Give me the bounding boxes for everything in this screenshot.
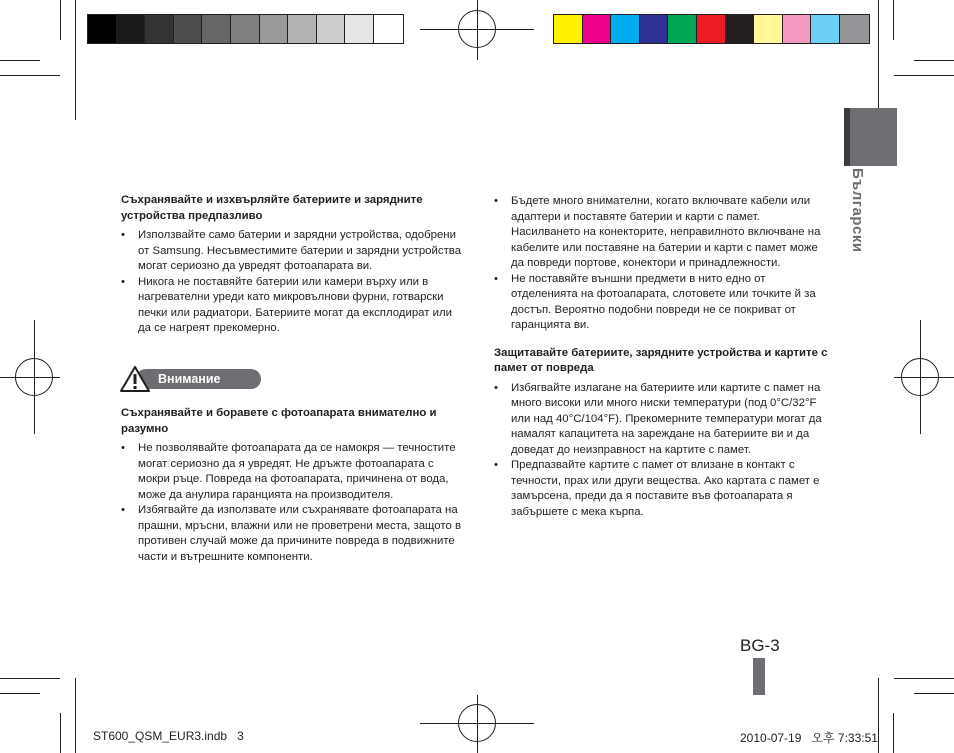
- section-heading-camera-care: Съхранявайте и боравете с фотоапарата внимателно и разумно: [121, 407, 437, 435]
- color-swatch: [202, 15, 231, 43]
- color-swatch: [317, 15, 346, 43]
- color-swatch: [260, 15, 289, 43]
- color-swatch: [145, 15, 174, 43]
- color-swatch: [554, 15, 583, 43]
- section-heading-batteries: Съхранявайте и изхвърляйте батериите и зарядните устройства предпазливо: [121, 194, 423, 222]
- color-swatch: [117, 15, 146, 43]
- color-swatch: [174, 15, 203, 43]
- color-swatch: [726, 15, 755, 43]
- camera-care-bullet-list: [121, 441, 464, 565]
- list-item: • Не поставяйте външни предмети в нито едно от отделенията на фотоапарата, слотовете или точките й за достъп. Вероятно подобни повреди не се покриват от гаранцията ви.: [494, 272, 832, 334]
- battery-bullet-list: [121, 228, 464, 337]
- color-swatch: [611, 15, 640, 43]
- footer-timestamp: 2010-07-19 오후 7:33:51: [740, 731, 878, 745]
- language-tab-edge: [844, 108, 850, 166]
- warning-triangle-icon: [120, 366, 150, 392]
- left-column: [121, 193, 464, 337]
- left-column-lower: [121, 406, 464, 565]
- footer-file-name: ST600_QSM_EUR3.indb 3: [93, 729, 244, 743]
- list-item: • Избягвайте излагане на батериите или картите с памет на много високи или много ниски температури (под 0°C/32°F или над 40°C/104°F). Прекомерните температури могат да намалят капацитета на зареждане на батериите ви и да доведат до неизправност на картите с памет.: [494, 381, 832, 459]
- connector-bullet-list: [494, 194, 832, 334]
- protect-bullet-list: [494, 381, 832, 521]
- list-item: • Не позволявайте фотоапарата да се намокря — течностите могат сериозно да я увредят. Не дръжте фотоапарата с мокри ръце. Повреда на фотоапарата, причинена от вода, може да анулира гаранцията на производителя.: [121, 441, 464, 503]
- grayscale-swatch-bar: [87, 14, 404, 44]
- list-item: • Използвайте само батерии и зарядни устройства, одобрени от Samsung. Несъвместимите батерии и зарядни устройства могат сериозно да увредят фотоапарата ви.: [121, 228, 464, 275]
- color-swatch: [231, 15, 260, 43]
- color-swatch: [583, 15, 612, 43]
- right-column: [494, 194, 832, 520]
- color-swatch: [783, 15, 812, 43]
- list-item: • Бъдете много внимателни, когато включвате кабели или адаптери и поставяте батерии и карти с памет. Насилването на конекторите, неправилното включване на кабелите или поставяне на батерии и карти с памет може да повреди портове, конектори и принадлежности.: [494, 194, 832, 272]
- color-swatch: [811, 15, 840, 43]
- color-swatch: [288, 15, 317, 43]
- language-tab-marker: [844, 108, 897, 166]
- color-swatch: [374, 15, 403, 43]
- page-number: BG-3: [740, 636, 780, 655]
- color-swatch: [697, 15, 726, 43]
- list-item: • Избягвайте да използвате или съхранявате фотоапарата на прашни, мръсни, влажни или не проветрени места, защото в противен случай може да причините повреда в подвижните части и вътрешните компоненти.: [121, 503, 464, 565]
- page-number-bar: [753, 658, 765, 695]
- color-swatch: [345, 15, 374, 43]
- color-swatch: [754, 15, 783, 43]
- color-swatch: [840, 15, 869, 43]
- caution-label: Внимание: [136, 369, 261, 389]
- section-heading-protect: Защитавайте батериите, зарядните устройства и картите с памет от повреда: [494, 346, 828, 374]
- list-item: • Никога не поставяйте батерии или камери върху или в нагревателни уреди като микровълнови фурни, готварски печки или радиатори. Батериите могат да експлодират или да се нагреят прекомерно.: [121, 275, 464, 337]
- color-swatch: [668, 15, 697, 43]
- language-tab-label: Български: [849, 168, 866, 253]
- list-item: • Предпазвайте картите с памет от влизане в контакт с течности, прах или други вещества. Ако картата с памет е замърсена, преди да я поставите във фотоапарата я забършете с мека кърпа.: [494, 458, 832, 520]
- color-swatch: [640, 15, 669, 43]
- color-swatch: [88, 15, 117, 43]
- color-swatch-bar: [553, 14, 870, 44]
